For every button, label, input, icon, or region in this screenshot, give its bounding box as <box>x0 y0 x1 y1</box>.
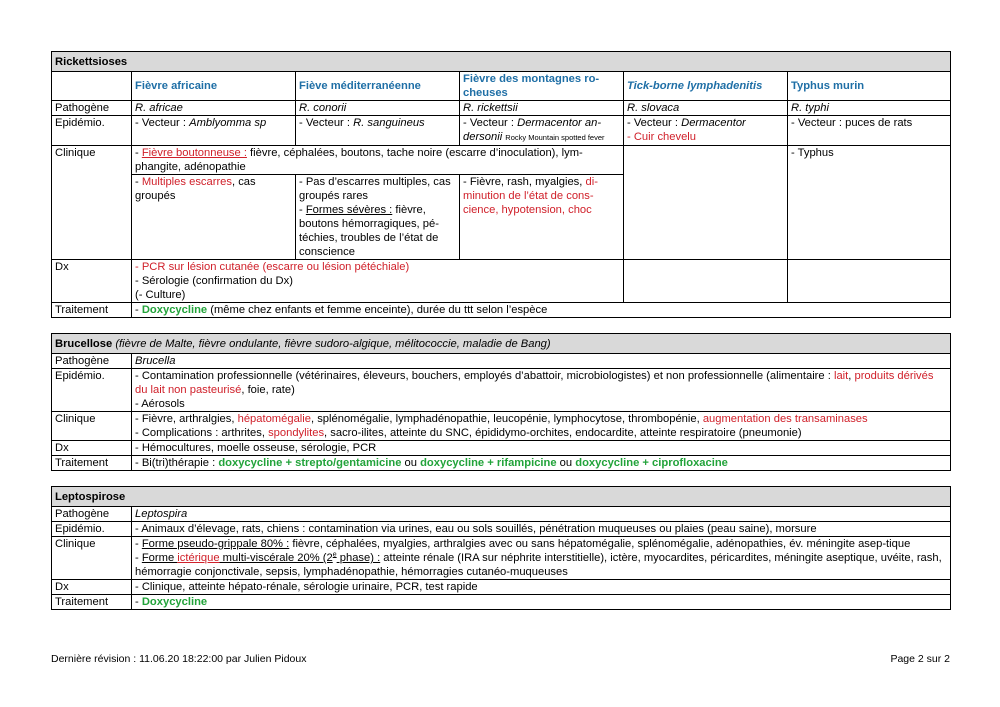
row-label: Dx <box>52 580 132 595</box>
text: doxycycline + rifampicine <box>420 457 557 469</box>
epidemio-cell: - Vecteur : puces de rats <box>788 116 951 146</box>
text: Forme <box>141 552 178 564</box>
pathogen-cell: R. typhi <box>788 101 951 116</box>
epidemio-cell: - Animaux d’élevage, rats, chiens : contamination via urines, eau ou sols souillés, pénétration muqueuses ou plaies (peau saine), morsure <box>132 522 951 537</box>
text: - Vecteur : <box>135 117 190 129</box>
text: fièvre, céphalées, myalgies, arthralgies avec ou sans hépatomégalie, splénomégalie, adénopathies, év. méningite asep-tique <box>289 538 911 550</box>
text: - Fièvre, arthralgies, <box>135 413 238 425</box>
text: e <box>332 551 337 559</box>
row-label: Clinique <box>52 412 132 441</box>
text: doxycycline + ciprofloxacine <box>575 457 728 469</box>
text: Doxycycline <box>141 304 208 316</box>
clinique-common-cell <box>132 146 624 175</box>
text: Brucellose <box>55 337 113 350</box>
section-title: Leptospirose <box>52 487 951 507</box>
rickettsioses-table <box>51 51 951 318</box>
col-header: Fièvre africaine <box>132 72 296 101</box>
row-label: Clinique <box>52 146 132 260</box>
text: , sacro-ilites, atteinte du SNC, épididymo-orchites, endocardite, atteinte respiratoire (pneumonie) <box>324 427 802 439</box>
text: , splénomégalie, lymphadénopathie, leucopénie, lymphocytose, thrombopénie, <box>311 413 703 425</box>
text: - <box>135 147 142 159</box>
pathogen-cell: R. conorii <box>296 101 460 116</box>
footer-revision: Dernière révision : 11.06.20 18:22:00 par Julien Pidoux <box>51 653 307 665</box>
text: - <box>135 538 142 550</box>
section-subtitle: (fièvre de Malte, fièvre ondulante, fièvre sudoro-algique, mélitococcie, maladie de Bang) <box>112 337 551 350</box>
pathogen-cell: Brucella <box>132 354 951 369</box>
text: spondylites <box>268 427 325 439</box>
row-label: Pathogène <box>52 101 132 116</box>
text: Amblyomma sp <box>189 117 267 129</box>
pathogen-cell: Leptospira <box>132 507 951 522</box>
text: , <box>848 370 855 382</box>
text: lait <box>833 370 849 382</box>
text: - Vecteur : <box>299 117 354 129</box>
clinique-cell: - Typhus <box>788 146 951 260</box>
row-label: Traitement <box>52 456 132 471</box>
pathogen-cell: R. africae <box>132 101 296 116</box>
clinique-cell <box>132 537 951 580</box>
text: Formes sévères : <box>305 204 393 216</box>
text: atteinte rénale (IRA sur néphrite interstitielle), ictère, myocardites, péricardites, méningite aseptique, uvéite, rash, hémorragie conjonctivale, sepsis, lymphadénopathie, hémorragies cutanéo-muqueuses <box>135 552 942 578</box>
row-label: Clinique <box>52 537 132 580</box>
text: - <box>135 552 142 564</box>
footer-page-number: Page 2 sur 2 <box>890 653 950 665</box>
clinique-cell <box>132 412 951 441</box>
text: Rocky Mountain spotted fever <box>505 133 605 142</box>
text: - Complications : arthrites, <box>135 427 269 439</box>
col-header: Tick-borne lymphadenitis <box>624 72 788 101</box>
col-header: Fièvre des montagnes ro-cheuses <box>460 72 624 101</box>
pathogen-cell: R. rickettsii <box>460 101 624 116</box>
row-label: Epidémio. <box>52 522 132 537</box>
text: - <box>135 596 142 608</box>
row-label: Dx <box>52 260 132 303</box>
text: augmentation des transaminases <box>702 413 868 425</box>
text: , foie, rate) <box>241 384 295 396</box>
text: - Bi(tri)thérapie : <box>135 457 219 469</box>
text: phase) : <box>336 552 381 564</box>
text: Fièvre boutonneuse : <box>141 147 247 159</box>
text: - <box>135 304 142 316</box>
text: di-minution de l’état de cons-cience, hypotension, choc <box>463 176 598 216</box>
row-label: Epidémio. <box>52 369 132 412</box>
traitement-cell <box>132 595 951 610</box>
text: hépatomégalie <box>237 413 311 425</box>
epidemio-cell <box>132 116 296 146</box>
text: - <box>299 204 306 216</box>
col-header: Fiève méditerranéenne <box>296 72 460 101</box>
row-label: Pathogène <box>52 354 132 369</box>
row-label: Pathogène <box>52 507 132 522</box>
text: multi-viscérale 20% (2 <box>219 552 333 564</box>
text: ou <box>556 457 576 469</box>
text: Dermacentor <box>681 117 746 129</box>
epidemio-cell <box>624 116 788 146</box>
text: Doxycycline <box>141 596 208 608</box>
text: - <box>135 176 142 188</box>
row-label: Epidémio. <box>52 116 132 146</box>
text: Multiples escarres <box>141 176 232 188</box>
traitement-cell <box>132 456 951 471</box>
text: fièvre, céphalées, boutons, tache noire (escarre d’inoculation), lym-phangite, adénopathie <box>135 147 583 173</box>
clinique-cell <box>132 175 296 260</box>
text: - Vecteur : <box>463 117 518 129</box>
text: fièvre, boutons hémorragiques, pé-téchies, troubles de l’état de conscience <box>299 204 439 258</box>
section-title: Rickettsioses <box>52 52 951 72</box>
traitement-cell <box>132 303 951 318</box>
brucellose-table <box>51 333 951 471</box>
text: - Sérologie (confirmation du Dx) <box>135 275 293 287</box>
dx-cell: - Clinique, atteinte hépato-rénale, sérologie urinaire, PCR, test rapide <box>132 580 951 595</box>
row-label: Dx <box>52 441 132 456</box>
pathogen-cell: R. slovaca <box>624 101 788 116</box>
clinique-cell <box>296 175 460 260</box>
text: ictérique <box>177 552 220 564</box>
leptospirose-table <box>51 486 951 610</box>
row-label: Traitement <box>52 595 132 610</box>
text: produits dérivés du lait non pasteurisé <box>135 370 934 396</box>
epidemio-cell <box>460 116 624 146</box>
row-label: Traitement <box>52 303 132 318</box>
clinique-cell <box>460 175 624 260</box>
text: - Pas d’escarres multiples, cas groupés rares <box>299 176 451 202</box>
text: (même chez enfants et femme enceinte), durée du ttt selon l’espèce <box>207 304 548 316</box>
dx-cell <box>132 260 624 303</box>
col-header: Typhus murin <box>788 72 951 101</box>
text: ou <box>401 457 421 469</box>
text: Dermacentor an-dersonii <box>463 117 602 143</box>
epidemio-cell <box>296 116 460 146</box>
text: , cas groupés <box>135 176 256 202</box>
text: R. sanguineus <box>353 117 425 129</box>
text: - Cuir chevelu <box>627 131 697 143</box>
text: - Contamination professionnelle (vétérinaires, éleveurs, bouchers, employés d’abattoir, microbiologistes) et non professionnelle (alimentaire : <box>135 370 834 382</box>
text: - Vecteur : <box>627 117 682 129</box>
epidemio-cell <box>132 369 951 412</box>
section-title <box>52 334 951 354</box>
text: doxycycline + strepto/gentamicine <box>218 457 402 469</box>
text: - Aérosols <box>135 398 185 410</box>
text: - Fièvre, rash, myalgies, <box>463 176 586 188</box>
dx-cell: - Hémocultures, moelle osseuse, sérologie, PCR <box>132 441 951 456</box>
text: - PCR sur lésion cutanée (escarre ou lésion pétéchiale) <box>135 261 410 273</box>
text: (- Culture) <box>135 289 186 301</box>
text: Forme pseudo-grippale 80% : <box>141 538 290 550</box>
